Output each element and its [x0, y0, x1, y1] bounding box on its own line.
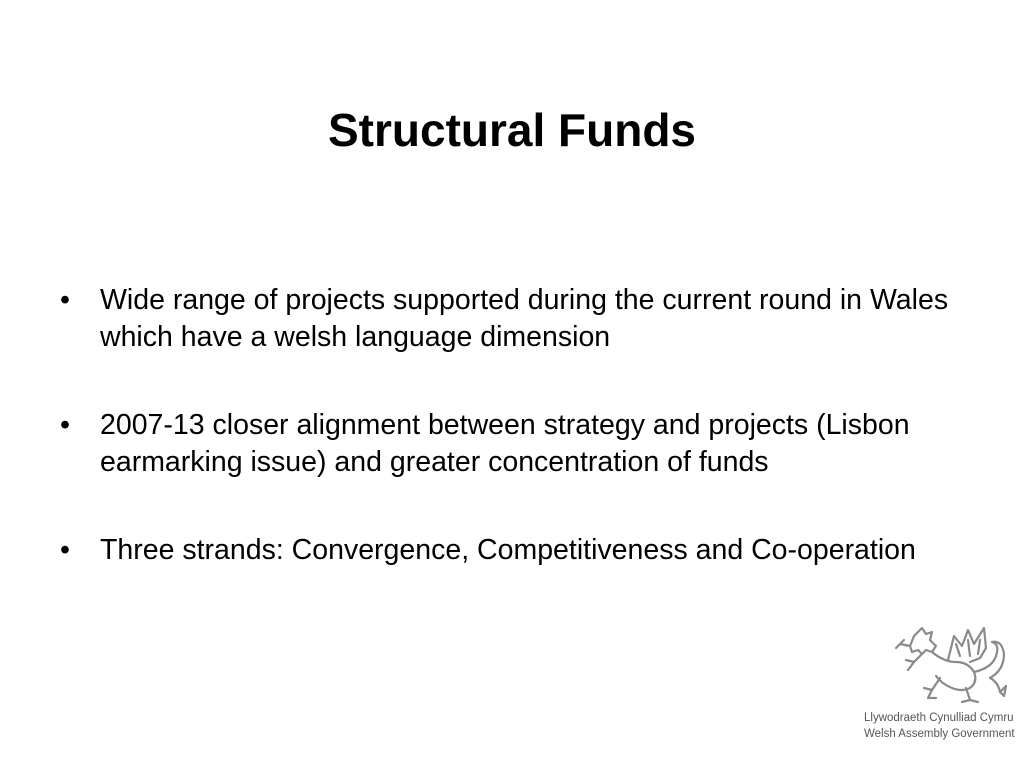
bullet-item	[60, 282, 960, 356]
bullet-marker: •	[60, 409, 70, 441]
welsh-dragon-icon	[892, 622, 1010, 708]
bullet-item	[60, 407, 960, 481]
bullet-text: 2007-13 closer alignment between strategy and projects (Lisbon earmarking issue) and greater concentration of funds	[100, 409, 910, 478]
bullet-marker: •	[60, 534, 70, 566]
bullet-text: Wide range of projects supported during the current round in Wales which have a welsh language dimension	[100, 284, 949, 353]
bullet-text: Three strands: Convergence, Competitiveness and Co-operation	[100, 534, 916, 566]
logo-english-text: Welsh Assembly Government	[864, 728, 1015, 740]
bullet-item	[60, 532, 960, 569]
bullet-list	[60, 282, 960, 620]
bullet-marker: •	[60, 284, 70, 316]
welsh-assembly-government-logo	[860, 622, 1015, 752]
logo-welsh-text: Llywodraeth Cynulliad Cymru	[864, 712, 1014, 724]
slide-title: Structural Funds	[327, 104, 697, 156]
